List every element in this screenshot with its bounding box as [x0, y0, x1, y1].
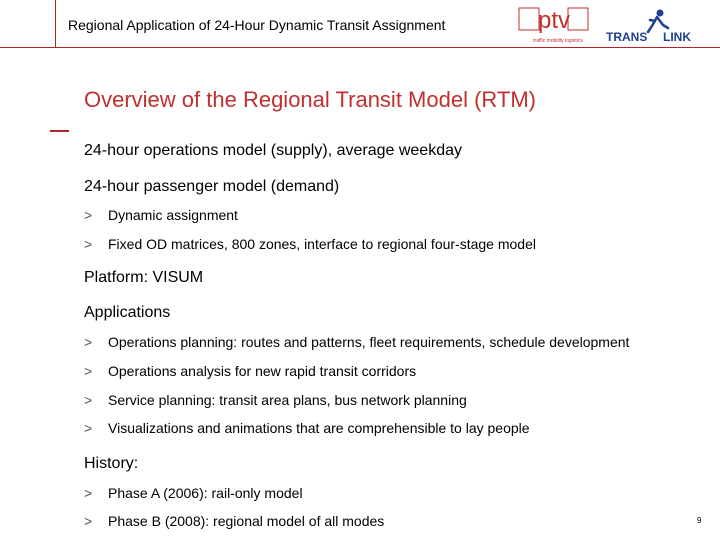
- sub-item-text: Phase A (2006): rail-only model: [108, 485, 303, 501]
- sub-item-text: Operations analysis for new rapid transit corridors: [108, 363, 417, 379]
- header-vertical-rule: [55, 0, 56, 47]
- title-tick-mark: [50, 130, 69, 132]
- bullet-operations-model: 24-hour operations model (supply), average weekday: [84, 142, 462, 159]
- bullet-applications: Applications: [84, 304, 171, 321]
- ptv-logo-mark: ptv: [537, 7, 571, 34]
- ptv-logo-tagline: traffic mobility logistics: [533, 38, 583, 44]
- chevron-right-icon: >: [84, 392, 93, 408]
- translink-logo-left: TRANS: [606, 30, 648, 44]
- sub-item: [84, 420, 530, 436]
- chevron-right-icon: >: [84, 207, 93, 223]
- sub-item-text: Phase B (2008): regional model of all modes: [108, 513, 385, 529]
- sub-item-text: Dynamic assignment: [108, 207, 238, 223]
- translink-logo: [605, 8, 710, 44]
- translink-logo-right: LINK: [663, 30, 691, 44]
- bullet-passenger-model: 24-hour passenger model (demand): [84, 178, 340, 195]
- chevron-right-icon: >: [84, 513, 93, 529]
- sub-item: [84, 236, 536, 252]
- sub-item-text: Operations planning: routes and patterns, fleet requirements, schedule development: [108, 334, 630, 350]
- chevron-right-icon: >: [84, 485, 93, 501]
- header-title: Regional Application of 24-Hour Dynamic Transit Assignment: [68, 17, 446, 33]
- bullet-platform: Platform: VISUM: [84, 269, 204, 286]
- sub-item: [84, 392, 467, 408]
- header-horizontal-rule: [0, 47, 720, 48]
- sub-item-text: Fixed OD matrices, 800 zones, interface to regional four-stage model: [108, 236, 536, 252]
- slide-title: Overview of the Regional Transit Model (RTM): [84, 87, 536, 112]
- sub-item: [84, 207, 238, 223]
- sub-item-text: Visualizations and animations that are comprehensible to lay people: [108, 420, 530, 436]
- ptv-logo: [518, 5, 598, 47]
- sub-item: [84, 513, 384, 529]
- chevron-right-icon: >: [84, 363, 93, 379]
- chevron-right-icon: >: [84, 236, 93, 252]
- chevron-right-icon: >: [84, 420, 93, 436]
- chevron-right-icon: >: [84, 334, 93, 350]
- translink-figure-head: [657, 10, 664, 17]
- bullet-history: History:: [84, 455, 139, 472]
- sub-item: [84, 485, 303, 501]
- sub-item: [84, 363, 416, 379]
- sub-item: [84, 334, 629, 350]
- sub-item-text: Service planning: transit area plans, bus network planning: [108, 392, 467, 408]
- page-number: 9: [697, 516, 702, 525]
